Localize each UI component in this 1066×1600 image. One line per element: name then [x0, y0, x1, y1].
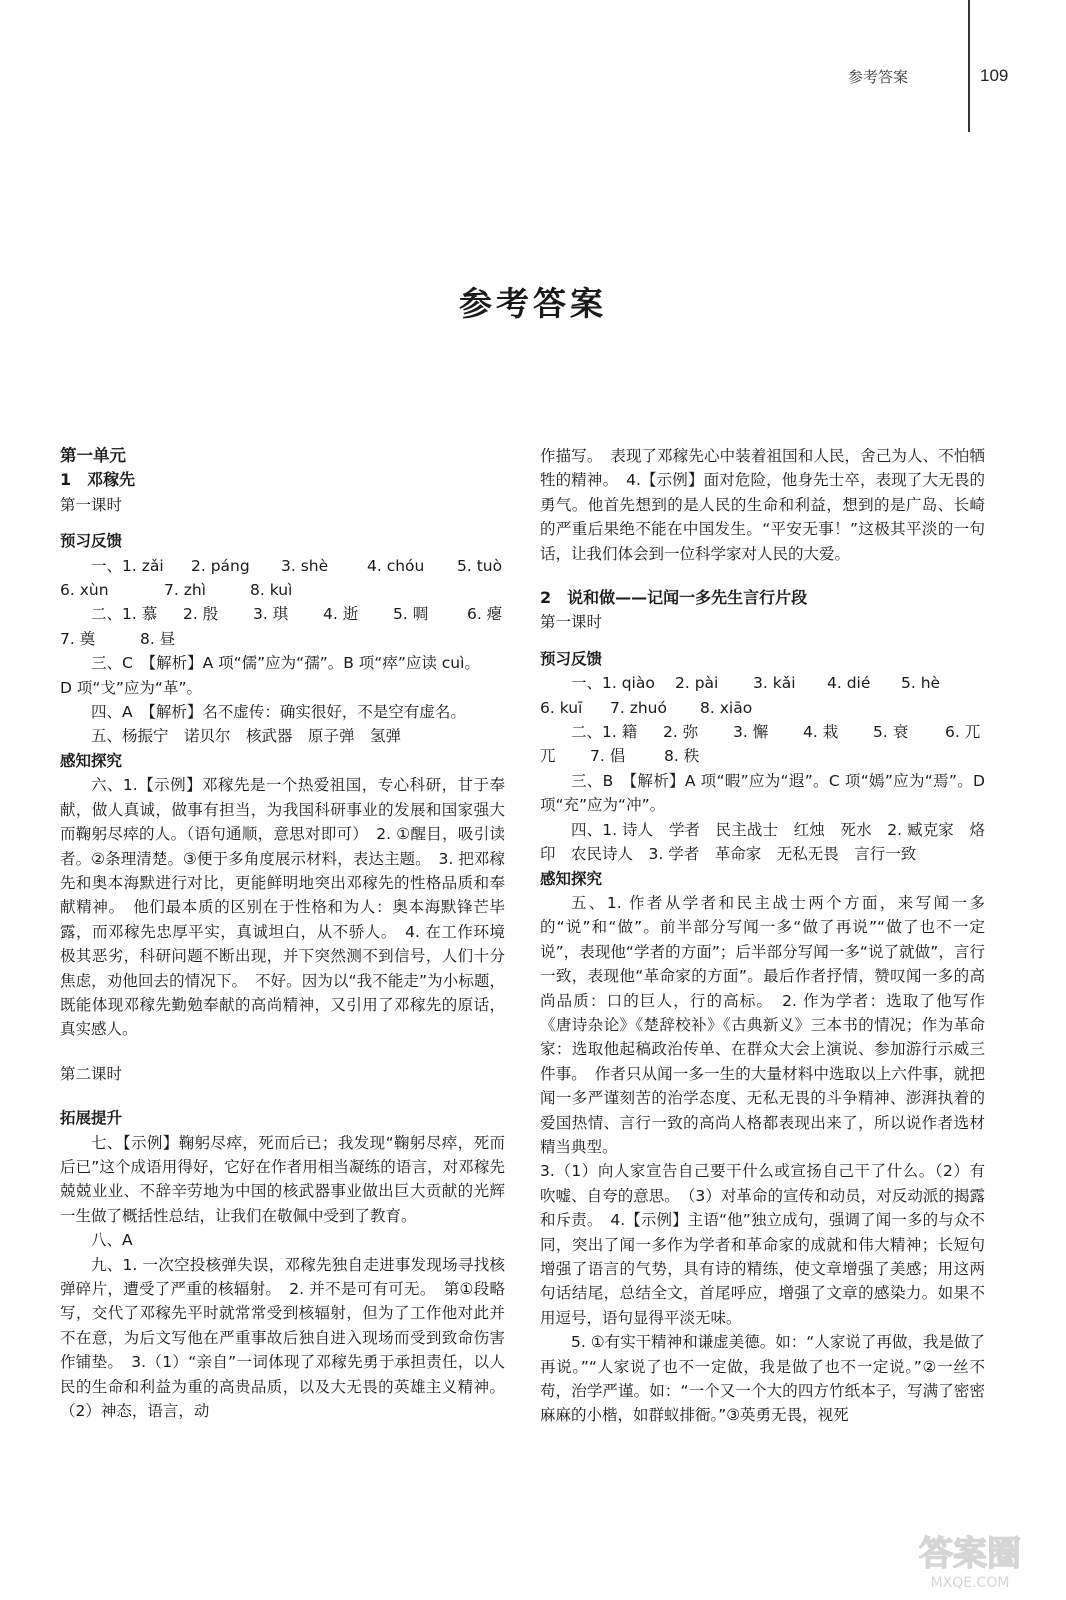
answer-item: 4. chóu: [367, 556, 425, 575]
answer-paragraph: 三、B 【解析】A 项“暇”应为“遐”。C 项“嫣”应为“焉”。D 项“充”应为“冲”。: [540, 771, 985, 815]
answer-item: 3. shè: [281, 556, 329, 575]
answer-item: 8. xiāo: [700, 698, 753, 717]
answer-item: 6. xùn: [60, 581, 109, 600]
answer-item: 一、1. qiào: [571, 674, 655, 693]
period-title: 第一课时: [60, 495, 123, 514]
unit-title: 第一单元: [60, 446, 126, 465]
answer-item: 5. 衰: [873, 723, 909, 742]
answer-paragraph: 5. ①有实干精神和谦虚美德。如：“人家说了再做，我是做了再说。”“人家说了也不一定做，我是做了也不一定说。”②一丝不苟，治学严谨。如：“一个又一个大的四方竹纸本子，写满了密密麻麻的小楷，如群蚁排衙。”③英勇无畏，视死: [540, 1333, 985, 1425]
section-heading: 预习反馈: [540, 649, 603, 668]
answer-item: 一、1. zǎi: [91, 556, 164, 575]
answer-paragraph: 四、A 【解析】名不虚传：确实很好，不是空有虚名。: [91, 703, 466, 722]
answer-paragraph: 七、【示例】鞠躬尽瘁，死而后已；我发现“鞠躬尽瘁，死而后已”这个成语用得好，它好在作者用相当凝练的语言，对邓稼先兢兢业业、不辞辛劳地为中国的核武器事业做出巨大贡献的光辉一生做了概括性总结，让我们在敬佩中受到了教育。: [60, 1133, 505, 1225]
watermark-text: 答案圈: [919, 1534, 1021, 1574]
answer-paragraph: 五、杨振宁 诺贝尔 核武器 原子弹 氢弹: [91, 727, 402, 746]
answer-item: 6. kuī: [540, 698, 583, 717]
answer-paragraph: 九、1. 一次空投核弹失误，邓稼先独自走进事发现场寻找核弹碎片，遭受了严重的核辐射。 2. 并不是可有可无。 第①段略写，交代了邓稼先平时就常常受到核辐射，但为了工作他对此并不在意，为后文写他在严重事故后独自进入现场而受到致命伤害作铺垫。 3.（1）“亲自”一词体现了邓稼先勇于承担责任，以人民的生命和利益为重的高贵品质，以及大无畏的英雄主义精神。（2）神态，语言，动: [60, 1255, 505, 1421]
answer-row: [60, 602, 505, 626]
section-heading: 感知探究: [540, 869, 603, 888]
answer-item: 7. 奠: [60, 629, 96, 648]
answer-item: 二、1. 籍: [571, 723, 638, 742]
period-title: 第一课时: [540, 613, 603, 632]
answer-row: [540, 720, 985, 744]
answer-item: 2. pài: [675, 674, 719, 693]
answer-paragraph: 六、1.【示例】邓稼先是一个热爱祖国，专心科研，甘于奉献，做人真诚，做事有担当，为我国科研事业的发展和国家强大而鞠躬尽瘁的人。（语句通顺，意思对即可） 2. ①醒目，吸引读者。②条理清楚。③便于多角度展示材料，表达主题。 3. 把邓稼先和奥本海默进行对比，更能鲜明地突出邓稼先的性格品质和奉献精神。 他们最本质的区别在于性格和为人：奥本海默锋芒毕露，而邓稼先忠厚平实，真诚坦白，从不骄人。 4. 在工作环境极其恶劣，科研问题不断出现，并下突然测不到信号，人们十分焦虑，劝他回去的情况下。 不好。因为以“我不能走”为小标题，既能体现邓稼先勤勉奉献的高尚精神，又引用了邓稼先的原话，真实感人。: [60, 776, 505, 1039]
answer-item: 2. 弥: [663, 723, 699, 742]
answer-paragraph: 三、C 【解析】A 项“儒”应为“孺”。B 项“瘁”应读 cuì。: [91, 654, 480, 673]
answer-item: 6. 瘪: [467, 605, 503, 624]
section-heading: 感知探究: [60, 751, 123, 770]
lesson-title: 1 邓稼先: [60, 470, 136, 490]
answer-row: [60, 627, 505, 651]
answer-paragraph: 八、A: [91, 1231, 133, 1250]
right-column: [540, 444, 985, 1428]
answer-row: [540, 744, 985, 768]
answer-row: [540, 671, 985, 695]
answer-item: 5. 啁: [393, 605, 429, 624]
section-heading: 拓展提升: [60, 1109, 123, 1128]
answer-item: 2. 殷: [183, 605, 219, 624]
header-rule: [968, 0, 970, 132]
answer-item: 5. tuò: [457, 556, 503, 575]
answer-paragraph: 3.（1）向人家宣告自己要干什么或宣扬自己干了什么。（2）有吹嘘、自夸的意思。 （3）对革命的宣传和动员，对反动派的揭露和斥责。 4.【示例】主语“他”独立成句，强调了闻一多的与众不同，突出了闻一多作为学者和革命家的成就和伟大精神；长短句增强了语言的气势，具有诗的精练，使文章增强了美感；用这两句话结尾，总结全文，首尾呼应，增强了文章的感染力。如果不用逗号，语句显得平淡无味。: [540, 1162, 985, 1327]
answer-item: 4. 逝: [323, 605, 359, 624]
answer-item: 二、1. 慕: [91, 605, 158, 624]
lesson-title: 2 说和做——记闻一多先生言行片段: [540, 588, 808, 608]
answer-paragraph: D 项“戈”应为“革”。: [60, 678, 202, 697]
answer-item: 8. 秩: [664, 747, 700, 766]
answer-item: 7. 倡: [590, 747, 626, 766]
running-header: 参考答案: [848, 68, 909, 86]
answer-item: 4. 栽: [803, 723, 839, 742]
answer-paragraph: 作描写。 表现了邓稼先心中装着祖国和人民，舍己为人、不怕牺牲的精神。 4.【示例】面对危险，他身先士卒，表现了大无畏的勇气。他首先想到的是人民的生命和利益，想到的是广岛、长崎的严重后果绝不能在中国发生。“平安无事！”这极其平淡的一句话，让我们体会到一位科学家对人民的大爱。: [540, 447, 985, 563]
answer-row: [540, 696, 985, 720]
answer-item: 3. kǎi: [753, 674, 796, 693]
left-column: [60, 444, 505, 1423]
answer-item: 5. hè: [901, 674, 941, 693]
watermark-logo: [880, 1525, 1060, 1595]
answer-item: 4. dié: [827, 674, 871, 693]
answer-row: [60, 578, 505, 602]
page-number: 109: [980, 66, 1009, 85]
answer-paragraph: 五、1. 作者从学者和民主战士两个方面，来写闻一多的“说”和“做”。前半部分写闻一多“做了再说”“做了也不一定说”，表现他“学者的方面”；后半部分写闻一多“说了就做”，言行一致，表现他“革命家的方面”。最后作者抒情，赞叹闻一多的高尚品质：口的巨人，行的高标。 2. 作为学者：选取了他写作《唐诗杂论》《楚辞校补》《古典新义》三本书的情况；作为革命家：选取他起稿政治传单、在群众大会上演说、参加游行示威三件事。 作者只从闻一多一生的大量材料中选取以上六件事，就把闻一多严谨刻苦的治学态度、无私无畏的斗争精神、澎湃执着的爱国热情、言行一致的高尚人格都表现出来了，所以说作者选材精当典型。: [540, 893, 985, 1156]
answer-item: 8. 昼: [140, 629, 176, 648]
answer-item: 兀: [540, 747, 556, 766]
answer-item: 3. 懈: [733, 723, 769, 742]
answer-row: [60, 554, 505, 578]
answer-item: 3. 琪: [253, 605, 289, 624]
page-title: 参考答案: [459, 284, 607, 323]
answer-item: 8. kuì: [250, 581, 293, 600]
watermark-sub: MXQE.COM: [930, 1575, 1010, 1591]
section-heading: 预习反馈: [60, 532, 123, 551]
answer-paragraph: 四、1. 诗人 学者 民主战士 红烛 死水 2. 臧克家 烙印 农民诗人 3. 学者 革命家 无私无畏 言行一致: [540, 820, 985, 864]
answer-item: 2. páng: [191, 556, 250, 575]
answer-item: 7. zhuó: [610, 698, 667, 717]
answer-item: 6. 兀: [945, 723, 981, 742]
period-title: 第二课时: [60, 1064, 123, 1083]
answer-item: 7. zhì: [164, 581, 206, 600]
watermark-icon: [885, 1527, 1055, 1593]
